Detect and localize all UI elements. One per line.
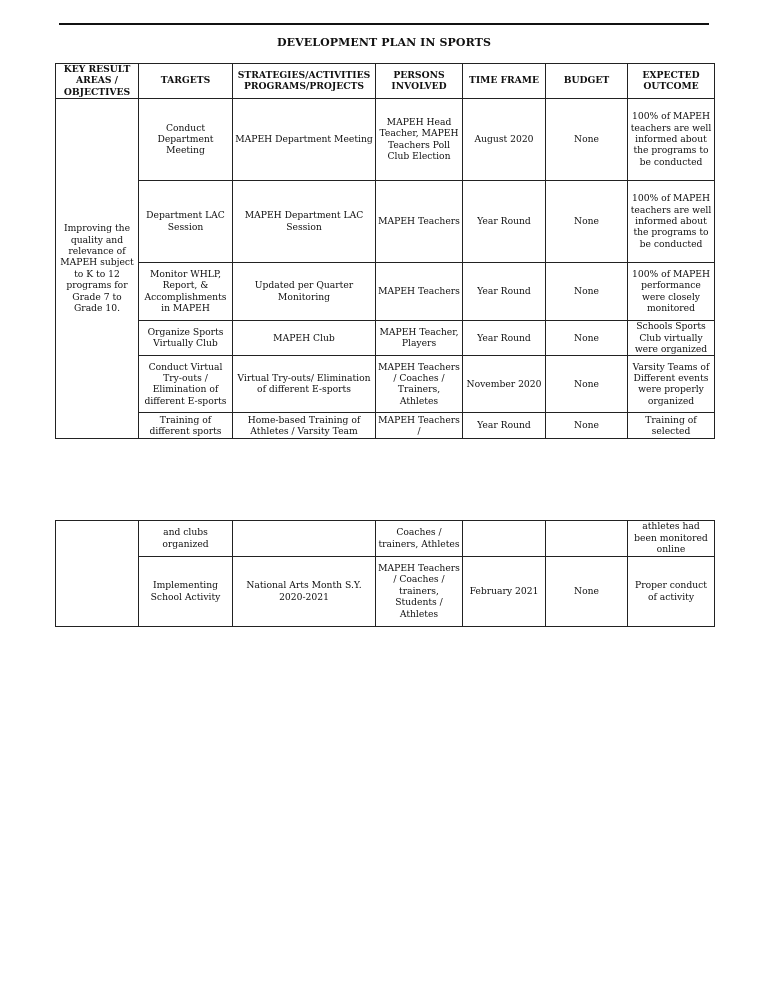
target-cell: Training of different sports	[139, 413, 233, 439]
outcome-cell: 100% of MAPEH teachers are well informed about the programs to be conducted	[628, 181, 715, 263]
budget-cell: None	[546, 181, 628, 263]
key-result-area-cell	[56, 521, 139, 627]
time-frame-cell: Year Round	[463, 321, 546, 356]
budget-cell	[546, 521, 628, 557]
target-cell: Conduct Department Meeting	[139, 99, 233, 181]
persons-cell: MAPEH Teacher, Players	[376, 321, 463, 356]
outcome-cell: athletes had been monitored online	[628, 521, 715, 557]
strategy-cell: MAPEH Club	[233, 321, 376, 356]
header-persons-involved: PERSONS INVOLVED	[376, 64, 463, 99]
table-row	[56, 356, 715, 413]
header-time-frame: TIME FRAME	[463, 64, 546, 99]
table-row	[56, 413, 715, 439]
target-cell: Department LAC Session	[139, 181, 233, 263]
budget-cell: None	[546, 557, 628, 627]
strategy-cell	[233, 521, 376, 557]
time-frame-cell: Year Round	[463, 263, 546, 321]
target-cell: and clubs organized	[139, 521, 233, 557]
header-budget: BUDGET	[546, 64, 628, 99]
target-cell: Monitor WHLP, Report, & Accomplishments in MAPEH	[139, 263, 233, 321]
budget-cell: None	[546, 356, 628, 413]
key-result-area-cell: Improving the quality and relevance of MAPEH subject to K to 12 programs for Grade 7 to Grade 10.	[56, 99, 139, 439]
budget-cell: None	[546, 413, 628, 439]
persons-cell: Coaches / trainers, Athletes	[376, 521, 463, 557]
table-row	[56, 99, 715, 181]
outcome-cell: Training of selected	[628, 413, 715, 439]
outcome-cell: Schools Sports Club virtually were organized	[628, 321, 715, 356]
top-rule	[59, 23, 709, 25]
strategy-cell: MAPEH Department Meeting	[233, 99, 376, 181]
persons-cell: MAPEH Teachers	[376, 263, 463, 321]
outcome-cell: 100% of MAPEH teachers are well informed about the programs to be conducted	[628, 99, 715, 181]
time-frame-cell: Year Round	[463, 181, 546, 263]
development-plan-table-continued	[55, 520, 715, 627]
time-frame-cell: November 2020	[463, 356, 546, 413]
persons-cell: MAPEH Teachers /	[376, 413, 463, 439]
table-row	[56, 181, 715, 263]
table-row	[56, 521, 715, 557]
persons-cell: MAPEH Head Teacher, MAPEH Teachers Poll Club Election	[376, 99, 463, 181]
strategy-cell: Home-based Training of Athletes / Varsity Team	[233, 413, 376, 439]
time-frame-cell: August 2020	[463, 99, 546, 181]
outcome-cell: Varsity Teams of Different events were properly organized	[628, 356, 715, 413]
header-expected-outcome: EXPECTED OUTCOME	[628, 64, 715, 99]
target-cell: Conduct Virtual Try-outs / Elimination of different E-sports	[139, 356, 233, 413]
time-frame-cell: Year Round	[463, 413, 546, 439]
budget-cell: None	[546, 321, 628, 356]
target-cell: Implementing School Activity	[139, 557, 233, 627]
target-cell: Organize Sports Virtually Club	[139, 321, 233, 356]
strategy-cell: Updated per Quarter Monitoring	[233, 263, 376, 321]
persons-cell: MAPEH Teachers	[376, 181, 463, 263]
header-row	[56, 64, 715, 99]
header-strategies: STRATEGIES/ACTIVITIES PROGRAMS/PROJECTS	[233, 64, 376, 99]
development-plan-table	[55, 63, 715, 439]
time-frame-cell	[463, 521, 546, 557]
strategy-cell: Virtual Try-outs/ Elimination of different E-sports	[233, 356, 376, 413]
table-row	[56, 263, 715, 321]
outcome-cell: 100% of MAPEH performance were closely monitored	[628, 263, 715, 321]
persons-cell: MAPEH Teachers / Coaches / Trainers, Athletes	[376, 356, 463, 413]
header-key-result-areas: KEY RESULT AREAS / OBJECTIVES	[56, 64, 139, 99]
strategy-cell: National Arts Month S.Y. 2020-2021	[233, 557, 376, 627]
persons-cell: MAPEH Teachers / Coaches / trainers, Students / Athletes	[376, 557, 463, 627]
header-targets: TARGETS	[139, 64, 233, 99]
table-row	[56, 557, 715, 627]
outcome-cell: Proper conduct of activity	[628, 557, 715, 627]
time-frame-cell: February 2021	[463, 557, 546, 627]
table-row	[56, 321, 715, 356]
budget-cell: None	[546, 99, 628, 181]
budget-cell: None	[546, 263, 628, 321]
page-title: DEVELOPMENT PLAN IN SPORTS	[277, 36, 491, 49]
strategy-cell: MAPEH Department LAC Session	[233, 181, 376, 263]
